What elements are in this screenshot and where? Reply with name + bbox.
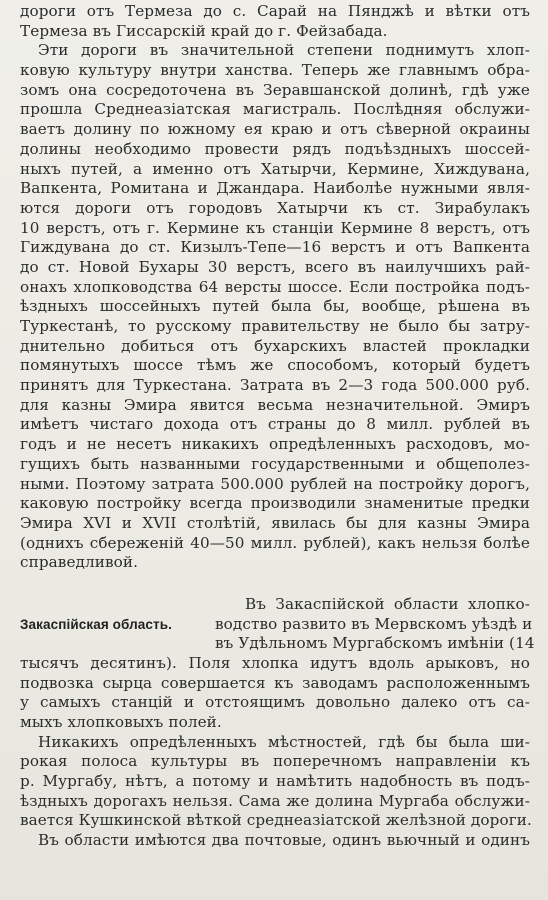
text-line: справедливой. xyxy=(20,553,139,572)
text-line: долины необходимо провести рядъ подъѣздныхъ шоссей- xyxy=(20,139,530,158)
text-line: вается Кушкинской вѣткой среднеазiатской желѣзной дороги. xyxy=(20,811,532,830)
paragraph-5 xyxy=(20,831,530,851)
text-line: (однихъ сбереженiй 40—50 милл. рублей), какъ нельзя болѣе xyxy=(20,533,530,552)
text-line: подвозка сырца совершается къ заводамъ расположеннымъ xyxy=(20,673,530,692)
text-line: 10 верстъ, отъ г. Кермине къ станцiи Кермине 8 верстъ, отъ xyxy=(20,218,530,237)
text-line: Вапкента, Ромитана и Джандара. Наиболѣе нужными явля- xyxy=(20,179,530,198)
section-spacer xyxy=(20,573,530,595)
text-line: прошла Среднеазiатская магистраль. Послѣдняя обслужи- xyxy=(20,100,530,119)
text-line: ѣздныхъ шоссейныхъ путей была бы, вообще, рѣшена въ xyxy=(20,297,530,316)
text-line: Эти дороги въ значительной степени поднимутъ хлоп- xyxy=(38,41,530,60)
text-line: р. Мургабу, нѣтъ, а потому и намѣтить надобность въ подъ- xyxy=(20,772,530,791)
text-line: тысячъ десятинъ). Поля хлопка идутъ вдоль арыковъ, но xyxy=(20,653,530,672)
text-line: Гиждувана до ст. Кизылъ-Тепе—16 верстъ и отъ Вапкента xyxy=(20,238,530,257)
text-line: въ Удѣльномъ Мургабскомъ имѣнiи (14 xyxy=(215,634,535,653)
text-line: для казны Эмира явится весьма незначительной. Эмиръ xyxy=(20,395,530,414)
text-line: онахъ хлопководства 64 версты шоссе. Если постройка подъ- xyxy=(20,277,530,296)
section-transcaspian xyxy=(20,594,535,654)
text-line: гущихъ быть названными государственными и общеполез- xyxy=(20,454,530,473)
text-line: Въ области имѣются два почтовые, одинъ вьючный и одинъ xyxy=(38,831,530,850)
text-line: мыхъ хлопковыхъ полей. xyxy=(20,713,222,731)
text-line: до ст. Новой Бухары 30 верстъ, всего въ наилучшихъ рай- xyxy=(20,257,530,276)
paragraph-4 xyxy=(20,733,530,831)
text-line: имѣетъ чистаго дохода отъ страны до 8 милл. рублей въ xyxy=(20,415,530,434)
text-line: дороги отъ Термеза до с. Сарай на Пянджѣ и вѣтки отъ xyxy=(20,2,530,20)
text-line: ваетъ долину по южному ея краю и отъ сѣверной окраины xyxy=(20,120,530,139)
text-line: водство развито въ Мервскомъ уѣздѣ и xyxy=(215,614,533,633)
text-line: у самыхъ станцiй и отстоящимъ довольно далеко отъ са- xyxy=(20,693,530,712)
paragraph-2 xyxy=(20,41,530,573)
section-side-heading: Закаспiйская область. xyxy=(20,616,172,632)
text-line: годъ и не несетъ никакихъ опредѣленныхъ расходовъ, мо- xyxy=(20,435,530,454)
text-line: рокая полоса культуры въ поперечномъ направленiи къ xyxy=(20,752,530,771)
text-line: ныхъ путей, а именно отъ Хатырчи, Кермине, Хиждувана, xyxy=(20,159,530,178)
text-line: ѣздныхъ дорогахъ нельзя. Сама же долина Мургаба обслужи- xyxy=(20,791,530,810)
paragraph-1 xyxy=(20,2,530,41)
text-line: днительно добиться отъ бухарскихъ властей прокладки xyxy=(20,336,530,355)
text-line: помянутыхъ шоссе тѣмъ же способомъ, который будетъ xyxy=(20,356,530,375)
text-line: ными. Поэтому затрата 500.000 рублей на постройку дорогъ, xyxy=(20,474,530,493)
text-line: каковую постройку всегда производили знаменитые предки xyxy=(20,494,530,513)
text-line: ковую культуру внутри ханства. Теперь же главнымъ обра- xyxy=(20,61,530,80)
text-line: Эмира XVI и XVII столѣтiй, явилась бы для казны Эмира xyxy=(20,513,530,532)
paragraph-3 xyxy=(20,654,530,733)
text-line: Термеза въ Гиссарскiй край до г. Фейзабада. xyxy=(20,21,388,40)
text-line: Туркестанѣ, то русскому правительству не было бы затру- xyxy=(20,317,530,335)
text-line: Никакихъ опредѣленныхъ мѣстностей, гдѣ бы была ши- xyxy=(38,732,530,751)
text-line: Въ Закаспiйской области хлопко- xyxy=(245,594,530,613)
text-line: принятъ для Туркестана. Затрата въ 2—3 года 500.000 руб. xyxy=(20,376,530,395)
text-line: зомъ она сосредоточена въ Зеравшанской долинѣ, гдѣ уже xyxy=(20,80,530,99)
text-line: ются дороги отъ городовъ Хатырчи къ ст. Зирабулакъ xyxy=(20,198,530,217)
